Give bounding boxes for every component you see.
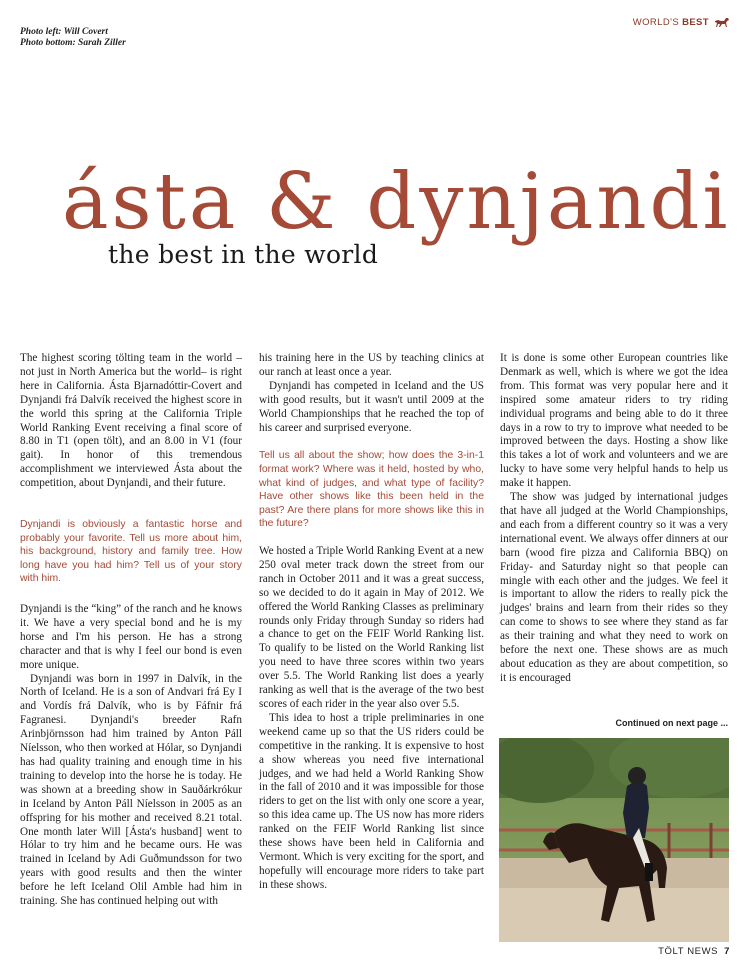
continued-note: Continued on next page ... [615,718,728,728]
body-paragraph: We hosted a Triple World Ranking Event at a new 250 oval meter track down the street from our ranch in October 2011 and it was a great success, so we decided to do it again in May of 2012. We offered the World Ranking Classes as preliminary rounds only Friday through Sunday so riders had a chance to get on the FEIF World Ranking list. To qualify to be listed on the World Ranking list you need to have three scores within two years over 5.5. The World Ranking list does a yearly ranking as well that is the average of the two best scores of each rider in the year also over 5.5. [259,545,484,710]
photo-credits [20,27,126,49]
body-paragraph: Dynjandi is the “king” of the ranch and he knows it. We have a very special bond and he is my horse and I'm his person. He has a strong character and that is why I feel our bond is even more unique. [20,603,242,671]
photo-credit-left: Photo left: Will Covert [20,27,108,37]
body-paragraph: Dynjandi was born in 1997 in Dalvík, in the North of Iceland. He is a son of Andvari frá Ey I and Vordís frá Dalvík, who is by Fáfnir frá Fagranesi. Dynjandi's breeder Rafn Arinbjörnsson had him trained by Anton Páll Níelsson, who then worked at Hólar, so Dynjandi has had quality training and enough time in his training to develop into the horse he is today. He was shown at a breeding show in Sauðárkrókur in Iceland by Anton Páll Níelsson in 2005 as an offspring for his mother and received 8.21 total. One month later Will [Ásta's husband] went to Hólar to try him and he became ours. He was trained in Iceland by Adi Guðmundsson for two years with good results and then the winter before he left Iceland Olil Amble had him in training. She has continued helping out with [20,672,242,908]
article-subtitle: the best in the world [108,240,379,269]
body-paragraph: Dynjandi has competed in Iceland and the US with good results, but it wasn't until 2009 at the World Championships that he reached the top of his career and surprised everyone. [259,379,484,434]
intro-paragraph: The highest scoring tölting team in the world –not just in North America but the world– is right here in California. Ásta Bjarnadóttir-Covert and Dynjandi frá Dalvík received the highest score in the world this spring at the California Triple World Ranking Event receiving a final score of 8.80 in T1 (open tölt), and an 8.00 in V1 (four gait). In honor of this tremendous accomplishment we interviewed Ásta about the competition, about Dynjandi, and their future. [20,352,242,490]
magazine-name: TÖLT NEWS [658,946,719,957]
page-footer [658,946,730,957]
body-paragraph: It is done is some other European countries like Denmark as well, which is where we got the idea from. This format was very popular here and it inspired some amateur riders to try riding individual programs and being able to do it three days in a row to try to improve what needed to be improved between the days. Hosting a show like this takes a lot of work and volunteers and we are lucky to have some very helpful hands to help us make it happen. [500,352,728,490]
horse-icon [714,17,730,28]
body-paragraph: This idea to host a triple preliminaries in one weekend came up so that the US riders could be competitive in the ranking. It is expensive to host a show whereas you need five international judges, and we had held a World Ranking Show in the fall of 2010 and it was impossible for those riders to get on the list with only one score a year, so this idea came up. The US now has more riders ranked on the FEIF World Ranking list since these shows have been held in California and Vermont. Which is very exciting for the sport, and hopefully will encourage more riders to take part in these shows. [259,711,484,891]
rider-horse-photo [499,738,729,942]
article-column-3 [500,352,728,686]
body-paragraph: his training here in the US by teaching clinics at our ranch at least once a year. [259,352,484,378]
body-paragraph: The show was judged by international judges that have all judged at the World Championships, and each from a different country so it was a very international event. We always offer dinners at our barn (wood fire pizza and California BBQ) on Friday- and Saturday night so that people can mingle with each other and the judges. We feel it is important to allow the riders to really pick the judges' brains and learn from their rides so they can come to shows to see where they stand as far as their training and what they need to work on before the next one. These shows are as much about education as they are about competition, so it is encouraged [500,491,728,684]
article-column-1 [20,352,242,909]
section-tag-prefix: WORLD'S [632,17,680,28]
article-title: ásta & dynjandi [62,157,731,247]
page-number: 7 [724,946,730,957]
section-tag [633,17,730,28]
photo-credit-bottom: Photo bottom: Sarah Ziller [20,38,126,48]
article-column-2 [259,352,484,893]
interview-question-2: Tell us all about the show; how does the 3-in-1 format work? Where was it held, hosted by who, what kind of judges, and what type of facility? Have other shows like this been held in the past? Are there plans for more shows like this in the future? [259,450,484,530]
section-tag-bold: BEST [682,17,709,28]
interview-question-1: Dynjandi is obviously a fantastic horse and probably your favorite. Tell us more about him, his background, history and family tree. How long have you had him? Tell us of your story with him. [20,519,242,585]
